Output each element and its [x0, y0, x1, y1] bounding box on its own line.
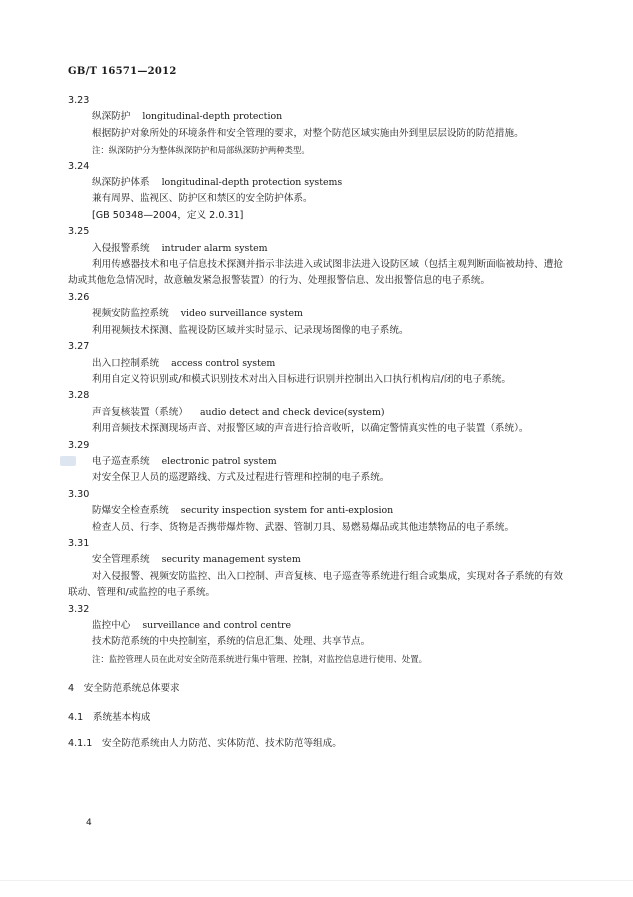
term-english: surveillance and control centre [142, 620, 291, 631]
term-chinese: 入侵报警系统 [92, 242, 150, 254]
term-note: 注：纵深防护分为整体纵深防护和局部纵深防护两种类型。 [92, 145, 310, 156]
term-definition: 检查人员、行李、货物是否携带爆炸物、武器、管制刀具、易燃易爆品或其他违禁物品的电子系统。 [92, 521, 515, 533]
term-definition: 对安全保卫人员的巡逻路线、方式及过程进行管理和控制的电子系统。 [92, 472, 390, 484]
section-heading-4: 4 安全防范系统总体要求 [68, 683, 180, 695]
page-number: 4 [86, 818, 92, 828]
term-chinese: 出入口控制系统 [92, 357, 160, 369]
term-definition: 利用自定义符识别或/和模式识别技术对出入目标进行识别并控制出入口执行机构启/闭的电子系统。 [92, 373, 511, 385]
term-title [68, 356, 563, 372]
term-title [68, 618, 563, 634]
side-watermark-icon [60, 456, 76, 466]
term-chinese: 纵深防护 [92, 111, 131, 123]
term-chinese: 防爆安全检查系统 [92, 505, 169, 517]
document-body [68, 93, 563, 752]
term-english: audio detect and check device(system) [199, 406, 385, 418]
section-heading-4-1: 4.1 系统基本构成 [68, 711, 151, 723]
term-english: access control system [171, 357, 276, 369]
clause-number: 3.29 [68, 439, 90, 451]
clause-number: 3.28 [68, 390, 90, 402]
clause-number: 3.24 [68, 160, 90, 172]
term-chinese: 安全管理系统 [92, 554, 150, 566]
term-title [68, 241, 563, 257]
clause-number: 3.23 [68, 95, 90, 106]
term-chinese: 纵深防护体系 [92, 177, 150, 189]
term-definition: 利用音频技术探测现场声音、对报警区域的声音进行拾音收听，以确定警情真实性的电子装置（系统）。 [92, 423, 529, 435]
term-chinese: 视频安防监控系统 [92, 308, 169, 320]
term-title [68, 552, 563, 568]
term-title [68, 405, 563, 421]
clause-number: 3.31 [68, 537, 90, 549]
page-bottom-divider [0, 880, 633, 881]
term-english: security inspection system for anti-explosion [180, 505, 394, 517]
clause-number: 3.32 [68, 603, 90, 615]
term-reference: [GB 50348—2004，定义 2.0.31] [92, 209, 244, 221]
term-english: longitudinal-depth protection [142, 111, 283, 123]
term-title [68, 454, 563, 470]
clause-number: 3.30 [68, 488, 90, 500]
term-definition: 根据防护对象所处的环境条件和安全管理的要求，对整个防范区域实施由外到里层层设防的防范措施。 [92, 127, 524, 139]
term-chinese: 监控中心 [92, 620, 131, 631]
term-definition: 对入侵报警、视频安防监控、出入口控制、声音复核、电子巡查等系统进行组合或集成，实现对各子系统的有效联动、管理和/或监控的电子系统。 [68, 570, 563, 599]
term-english: longitudinal-depth protection systems [161, 177, 343, 189]
term-english: security management system [161, 554, 301, 566]
term-english: video surveillance system [180, 308, 303, 320]
term-title [68, 109, 563, 125]
term-chinese: 声音复核装置（系统） [92, 406, 188, 418]
term-definition: 利用传感器技术和电子信息技术探测并指示非法进入或试图非法进入设防区域（包括主观判断面临被劫持、遭抢劫或其他危急情况时，故意触发紧急报警装置）的行为、处理报警信息、发出报警信息的电子系统。 [68, 259, 563, 287]
term-title [68, 175, 563, 191]
clause-4-1-1: 4.1.1 安全防范系统由人力防范、实体防范、技术防范等组成。 [68, 738, 342, 750]
term-definition: 兼有周界、监视区、防护区和禁区的安全防护体系。 [92, 193, 313, 205]
term-definition: 利用视频技术探测、监视设防区域并实时显示、记录现场图像的电子系统。 [92, 324, 409, 336]
standard-number-header: GB/T 16571—2012 [68, 66, 177, 77]
clause-number: 3.27 [68, 341, 90, 353]
clause-number: 3.25 [68, 226, 90, 238]
clause-number: 3.26 [68, 291, 90, 303]
term-english: electronic patrol system [161, 455, 277, 467]
term-english: intruder alarm system [161, 242, 268, 254]
term-title [68, 306, 563, 322]
term-note: 注：监控管理人员在此对安全防范系统进行集中管理、控制，对监控信息进行使用、处置。 [92, 653, 427, 664]
term-chinese: 电子巡查系统 [92, 455, 150, 467]
term-definition: 技术防范系统的中央控制室，系统的信息汇集、处理、共享节点。 [92, 636, 371, 648]
term-title [68, 503, 563, 519]
